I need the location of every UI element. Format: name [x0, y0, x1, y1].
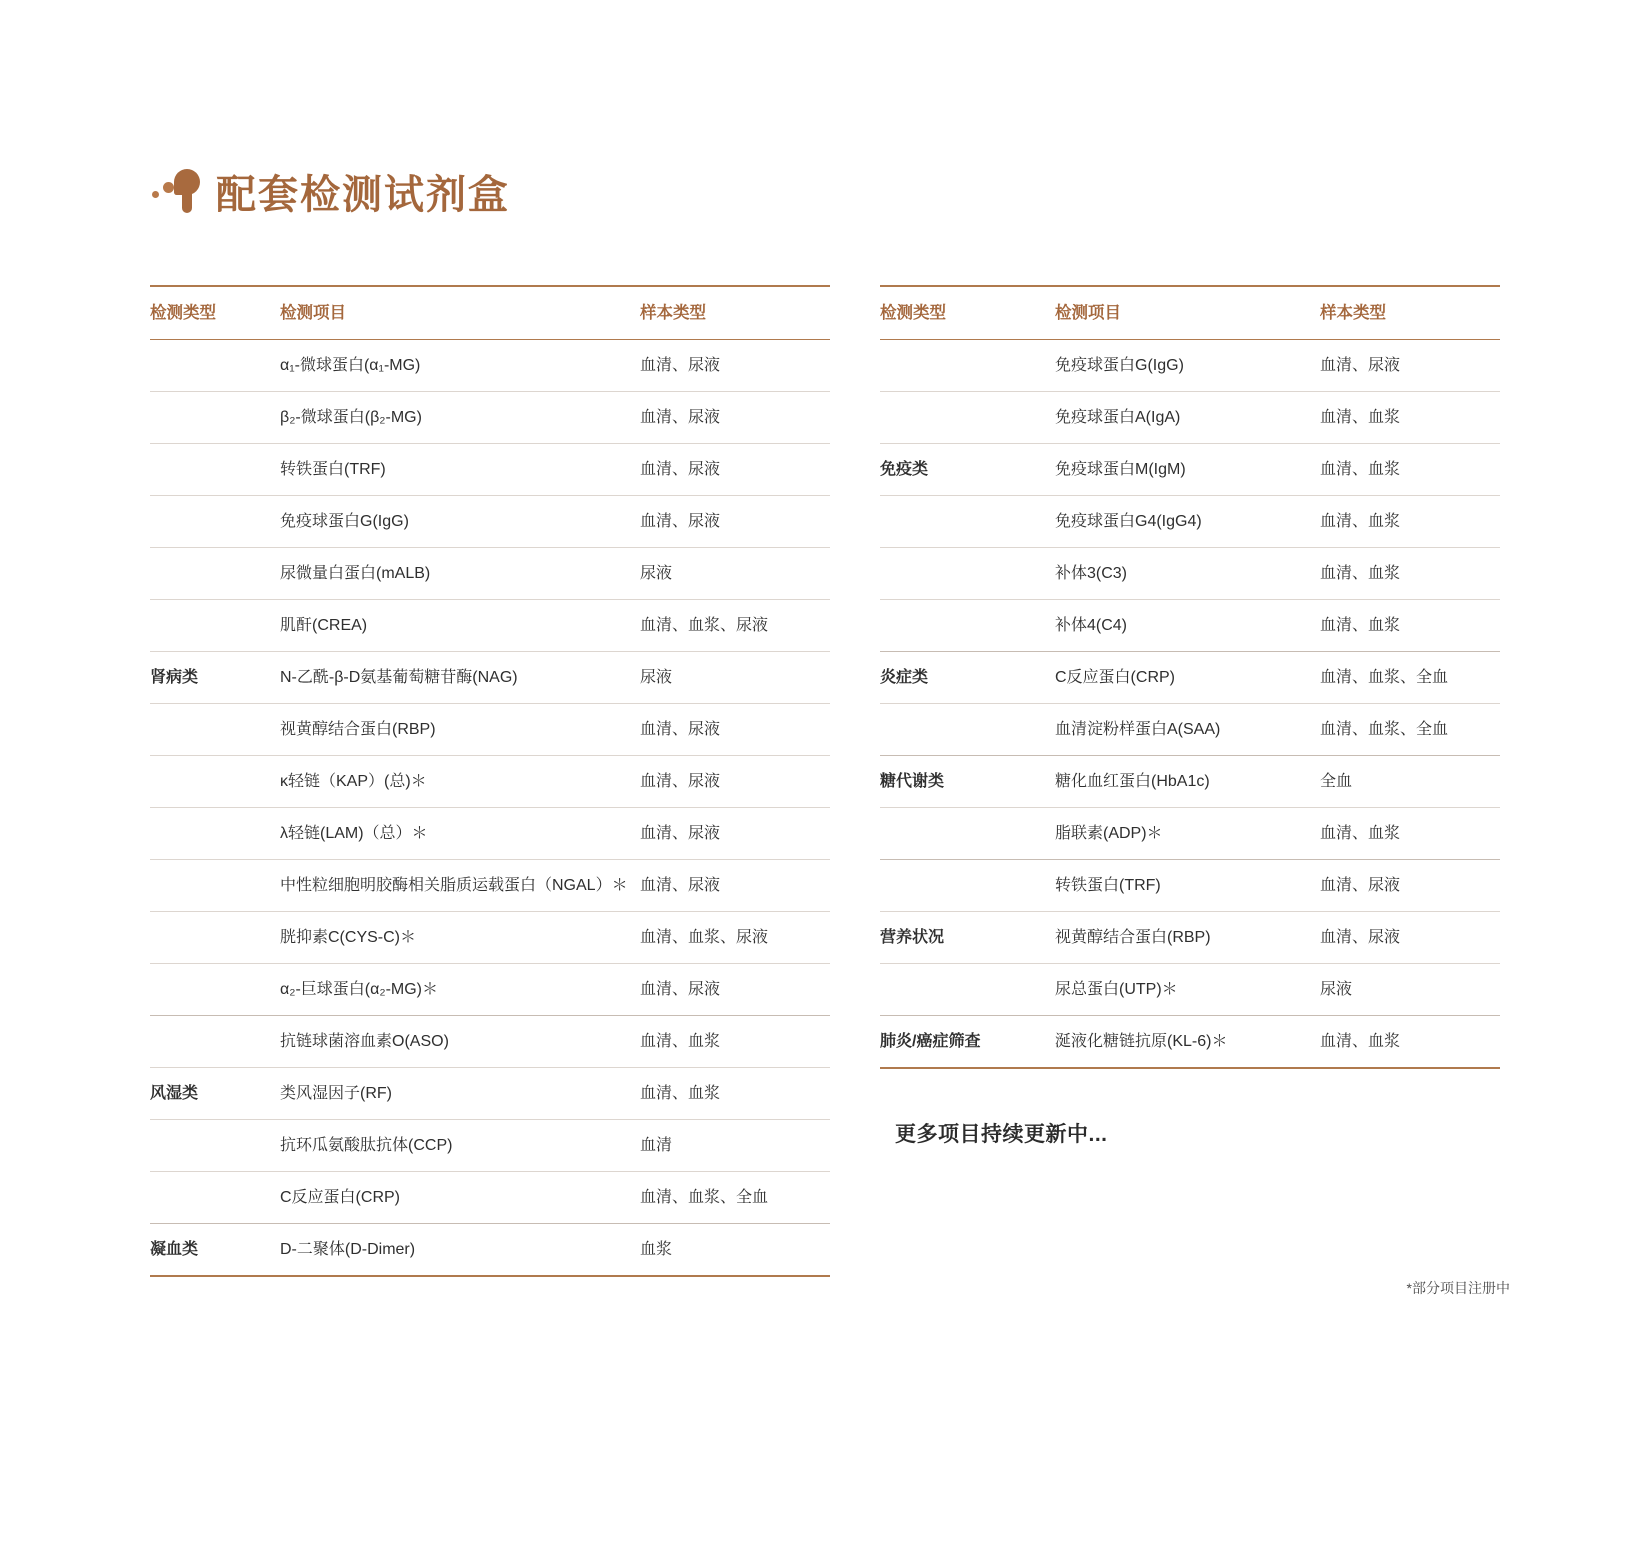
sample-type-cell: 血清、血浆: [1320, 444, 1500, 496]
sample-type-cell: 血清、尿液: [640, 756, 830, 808]
category-cell: 炎症类: [880, 652, 1055, 704]
sample-type-cell: 血清、血浆: [1320, 548, 1500, 600]
table-row: [150, 964, 830, 1016]
table-row: [880, 652, 1500, 704]
category-cell: 肺炎/癌症筛查: [880, 1016, 1055, 1069]
category-cell: [150, 444, 280, 496]
category-cell: [150, 756, 280, 808]
category-cell: [150, 912, 280, 964]
table-row: [150, 1120, 830, 1172]
sample-type-cell: 血清、尿液: [640, 704, 830, 756]
table-row: [880, 444, 1500, 496]
sample-type-cell: 血清、尿液: [640, 340, 830, 392]
sample-type-cell: 血清、血浆、尿液: [640, 600, 830, 652]
table-row: [880, 1016, 1500, 1069]
sample-type-cell: 全血: [1320, 756, 1500, 808]
sample-type-cell: 血清、尿液: [640, 444, 830, 496]
test-item-cell: 免疫球蛋白M(IgM): [1055, 444, 1320, 496]
test-item-cell: 糖化血红蛋白(HbA1c): [1055, 756, 1320, 808]
test-item-cell: 脂联素(ADP)＊: [1055, 808, 1320, 860]
table-header-row: [880, 286, 1500, 340]
table-row: [150, 1068, 830, 1120]
test-item-cell: C反应蛋白(CRP): [1055, 652, 1320, 704]
sample-type-cell: 血清、血浆: [1320, 496, 1500, 548]
test-item-cell: 尿总蛋白(UTP)＊: [1055, 964, 1320, 1016]
sample-type-cell: 血清、血浆: [640, 1068, 830, 1120]
right-table-container: [880, 285, 1500, 1069]
sample-type-cell: 血清、血浆: [1320, 392, 1500, 444]
category-cell: [150, 1172, 280, 1224]
sample-type-cell: 血清、血浆、全血: [1320, 652, 1500, 704]
test-item-cell: 补体3(C3): [1055, 548, 1320, 600]
sample-type-cell: 血清、血浆: [640, 1016, 830, 1068]
test-item-cell: 抗链球菌溶血素O(ASO): [280, 1016, 640, 1068]
sample-type-cell: 血清、血浆: [1320, 600, 1500, 652]
sample-type-cell: 尿液: [1320, 964, 1500, 1016]
category-cell: [880, 704, 1055, 756]
page-title: 配套检测试剂盒: [216, 172, 510, 217]
sample-type-cell: 血清、血浆: [1320, 1016, 1500, 1069]
test-item-cell: 补体4(C4): [1055, 600, 1320, 652]
table-row: [150, 600, 830, 652]
header-sample: 样本类型: [640, 286, 830, 340]
left-table-body: [150, 340, 830, 1277]
test-item-cell: 中性粒细胞明胶酶相关脂质运载蛋白（NGAL）＊: [280, 860, 640, 912]
droplet-mark-icon: [150, 165, 210, 217]
category-cell: [150, 1120, 280, 1172]
table-row: [150, 392, 830, 444]
sample-type-cell: 血清、尿液: [640, 496, 830, 548]
test-item-cell: 血清淀粉样蛋白A(SAA): [1055, 704, 1320, 756]
sample-type-cell: 血清、尿液: [640, 964, 830, 1016]
table-row: [150, 1224, 830, 1277]
table-row: [880, 964, 1500, 1016]
category-cell: [880, 964, 1055, 1016]
category-cell: [880, 392, 1055, 444]
category-cell: [150, 496, 280, 548]
sample-type-cell: 血清、尿液: [640, 860, 830, 912]
table-row: [150, 548, 830, 600]
test-item-cell: 类风湿因子(RF): [280, 1068, 640, 1120]
sample-type-cell: 血清、尿液: [640, 808, 830, 860]
table-row: [150, 1172, 830, 1224]
test-item-cell: 尿微量白蛋白(mALB): [280, 548, 640, 600]
category-cell: [150, 548, 280, 600]
test-item-cell: 免疫球蛋白G4(IgG4): [1055, 496, 1320, 548]
category-cell: [150, 860, 280, 912]
sample-type-cell: 血清: [640, 1120, 830, 1172]
page-title-row: [150, 160, 510, 222]
table-row: [880, 912, 1500, 964]
sample-type-cell: 尿液: [640, 548, 830, 600]
test-item-cell: D-二聚体(D-Dimer): [280, 1224, 640, 1277]
sample-type-cell: 血浆: [640, 1224, 830, 1277]
table-row: [150, 1016, 830, 1068]
category-cell: [150, 704, 280, 756]
test-item-cell: 转铁蛋白(TRF): [280, 444, 640, 496]
test-item-cell: 免疫球蛋白A(IgA): [1055, 392, 1320, 444]
table-row: [150, 444, 830, 496]
table-row: [150, 496, 830, 548]
test-item-cell: 肌酐(CREA): [280, 600, 640, 652]
more-items-note: 更多项目持续更新中...: [895, 1123, 1108, 1146]
sample-type-cell: 血清、血浆、尿液: [640, 912, 830, 964]
test-item-cell: α₁-微球蛋白(α₁-MG): [280, 340, 640, 392]
category-cell: 营养状况: [880, 912, 1055, 964]
sample-type-cell: 血清、血浆、全血: [1320, 704, 1500, 756]
category-cell: 凝血类: [150, 1224, 280, 1277]
table-row: [150, 808, 830, 860]
test-item-cell: 视黄醇结合蛋白(RBP): [1055, 912, 1320, 964]
sample-type-cell: 血清、尿液: [1320, 912, 1500, 964]
table-row: [880, 860, 1500, 912]
category-cell: 风湿类: [150, 1068, 280, 1120]
category-cell: [150, 1016, 280, 1068]
category-cell: [880, 548, 1055, 600]
sample-type-cell: 尿液: [640, 652, 830, 704]
left-kit-table: [150, 285, 830, 1277]
test-item-cell: 转铁蛋白(TRF): [1055, 860, 1320, 912]
table-row: [880, 548, 1500, 600]
test-item-cell: 免疫球蛋白G(IgG): [1055, 340, 1320, 392]
category-cell: [880, 808, 1055, 860]
right-table-body: [880, 340, 1500, 1069]
sample-type-cell: 血清、血浆、全血: [640, 1172, 830, 1224]
test-item-cell: N-乙酰-β-D氨基葡萄糖苷酶(NAG): [280, 652, 640, 704]
test-item-cell: 胱抑素C(CYS-C)＊: [280, 912, 640, 964]
table-row: [150, 340, 830, 392]
table-row: [880, 704, 1500, 756]
header-item: 检测项目: [280, 286, 640, 340]
table-header-row: [150, 286, 830, 340]
category-cell: [150, 340, 280, 392]
table-row: [880, 600, 1500, 652]
table-row: [880, 340, 1500, 392]
header-sample: 样本类型: [1320, 286, 1500, 340]
table-row: [150, 912, 830, 964]
sample-type-cell: 血清、尿液: [1320, 340, 1500, 392]
header-item: 检测项目: [1055, 286, 1320, 340]
sample-type-cell: 血清、尿液: [640, 392, 830, 444]
test-item-cell: 免疫球蛋白G(IgG): [280, 496, 640, 548]
table-row: [150, 652, 830, 704]
test-item-cell: 视黄醇结合蛋白(RBP): [280, 704, 640, 756]
category-cell: [880, 340, 1055, 392]
test-item-cell: 抗环瓜氨酸肽抗体(CCP): [280, 1120, 640, 1172]
left-table-container: [150, 285, 830, 1277]
category-cell: 免疫类: [880, 444, 1055, 496]
test-item-cell: α₂-巨球蛋白(α₂-MG)＊: [280, 964, 640, 1016]
category-cell: 糖代谢类: [880, 756, 1055, 808]
table-row: [880, 496, 1500, 548]
category-cell: [880, 860, 1055, 912]
test-item-cell: C反应蛋白(CRP): [280, 1172, 640, 1224]
category-cell: [880, 600, 1055, 652]
category-cell: 肾病类: [150, 652, 280, 704]
category-cell: [880, 496, 1055, 548]
header-category: 检测类型: [880, 286, 1055, 340]
table-row: [150, 704, 830, 756]
category-cell: [150, 600, 280, 652]
table-row: [880, 392, 1500, 444]
category-cell: [150, 392, 280, 444]
category-cell: [150, 964, 280, 1016]
table-row: [880, 756, 1500, 808]
right-kit-table: [880, 285, 1500, 1069]
category-cell: [150, 808, 280, 860]
test-item-cell: β₂-微球蛋白(β₂-MG): [280, 392, 640, 444]
table-row: [880, 808, 1500, 860]
sample-type-cell: 血清、血浆: [1320, 808, 1500, 860]
table-row: [150, 756, 830, 808]
test-item-cell: λ轻链(LAM)（总）＊: [280, 808, 640, 860]
header-category: 检测类型: [150, 286, 280, 340]
test-item-cell: κ轻链（KAP）(总)＊: [280, 756, 640, 808]
table-row: [150, 860, 830, 912]
sample-type-cell: 血清、尿液: [1320, 860, 1500, 912]
registration-note: *部分项目注册中: [1406, 1280, 1510, 1296]
test-item-cell: 涎液化糖链抗原(KL-6)＊: [1055, 1016, 1320, 1069]
